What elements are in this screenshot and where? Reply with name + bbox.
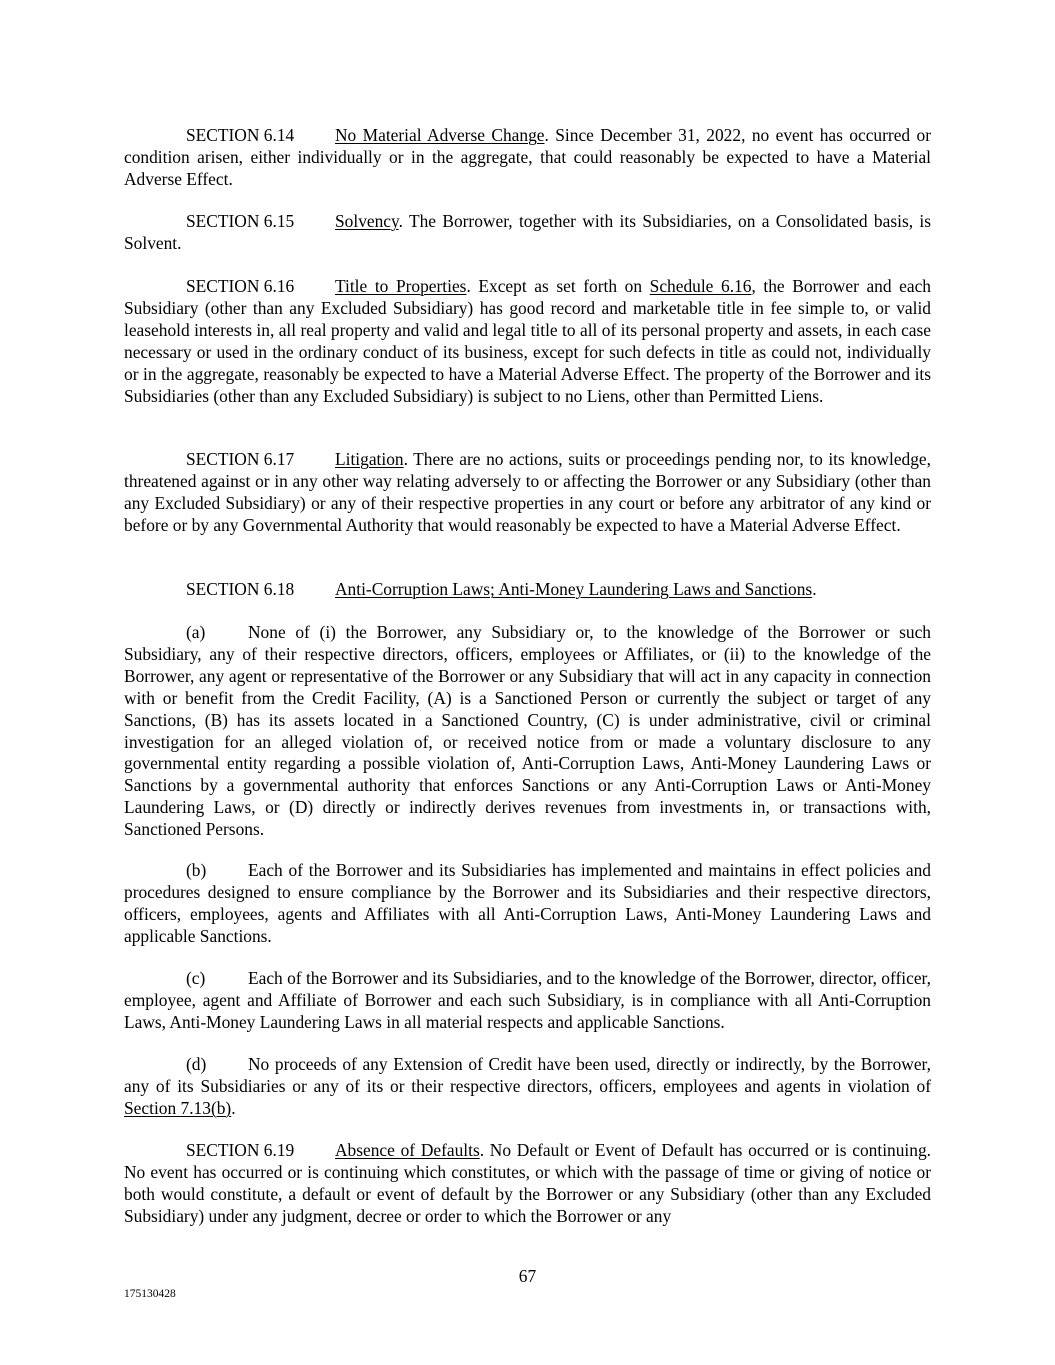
schedule-reference: Schedule 6.16 [649, 276, 752, 296]
subsection-d [124, 1054, 931, 1120]
section-reference: Section 7.13(b) [124, 1097, 232, 1118]
subsection-label: (b) [186, 860, 207, 880]
section-label: SECTION 6.18 [186, 579, 295, 599]
section-6-15 [124, 211, 931, 255]
section-title: Litigation [335, 449, 404, 469]
subsection-text-end: . [231, 1097, 236, 1118]
subsection-label: (d) [186, 1054, 207, 1074]
subsection-label: (c) [186, 968, 206, 988]
section-6-14 [124, 125, 931, 191]
section-label: SECTION 6.19 [186, 1140, 295, 1160]
section-label: SECTION 6.16 [186, 276, 295, 296]
section-label: SECTION 6.14 [186, 125, 295, 145]
subsection-c [124, 968, 931, 1034]
section-title: Title to Properties [335, 276, 467, 296]
section-6-17 [124, 449, 931, 537]
subsection-text: Each of the Borrower and its Subsidiaries, and to the knowledge of the Borrower, director, officer, employee, agent and Affiliate of Borrower and each such Subsidiary, is in compliance with all Anti-Corruption Laws, Anti-Money Laundering Laws in all material respects and applicable Sanctions. [124, 968, 931, 1032]
subsection-b [124, 860, 931, 948]
section-text: . Since December 31, 2022, no event has occurred or condition arisen, either individually or in the aggregate, that could reasonably be expected to have a Material Adverse Effect. [124, 125, 931, 189]
section-title: No Material Adverse Change [335, 125, 545, 145]
subsection-text: None of (i) the Borrower, any Subsidiary or, to the knowledge of the Borrower or such Subsidiary, any of their respective directors, officers, employees or Affiliates, or (ii) to the knowledge of the Borrower, any agent or representative of the Borrower or any Subsidiary that will act in any capacity in connection with or benefit from the Credit Facility, (A) is a Sanctioned Person or currently the subject or target of any Sanctions, (B) has its assets located in a Sanctioned Country, (C) is under administrative, civil or criminal investigation for an alleged violation of, or received notice from or made a voluntary disclosure to any governmental entity regarding a possible violation of, Anti-Corruption Laws, Anti-Money Laundering Laws or Sanctions by a governmental authority that enforces Sanctions or any Anti-Corruption Laws or Anti-Money Laundering Laws, or (D) directly or indirectly derives revenues from investments in, or transactions with, Sanctioned Persons. [124, 622, 931, 840]
section-6-16 [124, 276, 931, 407]
subsection-text: No proceeds of any Extension of Credit have been used, directly or indirectly, by the Borrower, any of its Subsidiaries or any of its or their respective directors, officers, employees and agents in violation of [124, 1054, 931, 1096]
section-label: SECTION 6.15 [186, 211, 295, 231]
subsection-text: Each of the Borrower and its Subsidiaries has implemented and maintains in effect policies and procedures designed to ensure compliance by the Borrower and its Subsidiaries and their respective directors, officers, employees, agents and Affiliates with all Anti-Corruption Laws, Anti-Money Laundering Laws and applicable Sanctions. [124, 860, 931, 946]
section-text: . No Default or Event of Default has occurred or is continuing. No event has occurred or is continuing which constitutes, or which with the passage of time or giving of notice or both would constitute, a default or event of default by the Borrower or any Subsidiary (other than any Excluded Subsidiary) under any judgment, decree or order to which the Borrower or any [124, 1140, 931, 1226]
subsection-a [124, 622, 931, 841]
section-title: Absence of Defaults [335, 1140, 480, 1160]
section-6-19 [124, 1140, 931, 1228]
section-text: . There are no actions, suits or proceedings pending nor, to its knowledge, threatened against or in any other way relating adversely to or affecting the Borrower or any Subsidiary (other than any Excluded Subsidiary) or any of their respective properties in any court or before any arbitrator of any kind or before or by any Governmental Authority that would reasonably be expected to have a Material Adverse Effect. [124, 449, 931, 535]
section-title: Solvency [335, 211, 399, 231]
page-number: 67 [518, 1266, 537, 1286]
document-id: 175130428 [124, 1288, 176, 1300]
section-text: . Except as set forth on [466, 276, 650, 296]
section-text: . [812, 579, 817, 599]
section-label: SECTION 6.17 [186, 449, 295, 469]
section-text-continued: , the Borrower and each Subsidiary (other than any Excluded Subsidiary) has good record and marketable title in fee simple to, or valid leasehold interests in, all real property and valid and legal title to all of its personal property and assets, in each case necessary or used in the ordinary conduct of its business, except for such defects in title as could not, individually or in the aggregate, reasonably be expected to have a Material Adverse Effect. The property of the Borrower and its Subsidiaries (other than any Excluded Subsidiary) is subject to no Liens, other than Permitted Liens. [124, 276, 932, 406]
subsection-label: (a) [186, 622, 206, 642]
section-text: . The Borrower, together with its Subsidiaries, on a Consolidated basis, is Solvent. [124, 211, 931, 253]
section-6-18 [124, 579, 931, 601]
section-title: Anti-Corruption Laws; Anti-Money Laundering Laws and Sanctions [335, 579, 813, 599]
